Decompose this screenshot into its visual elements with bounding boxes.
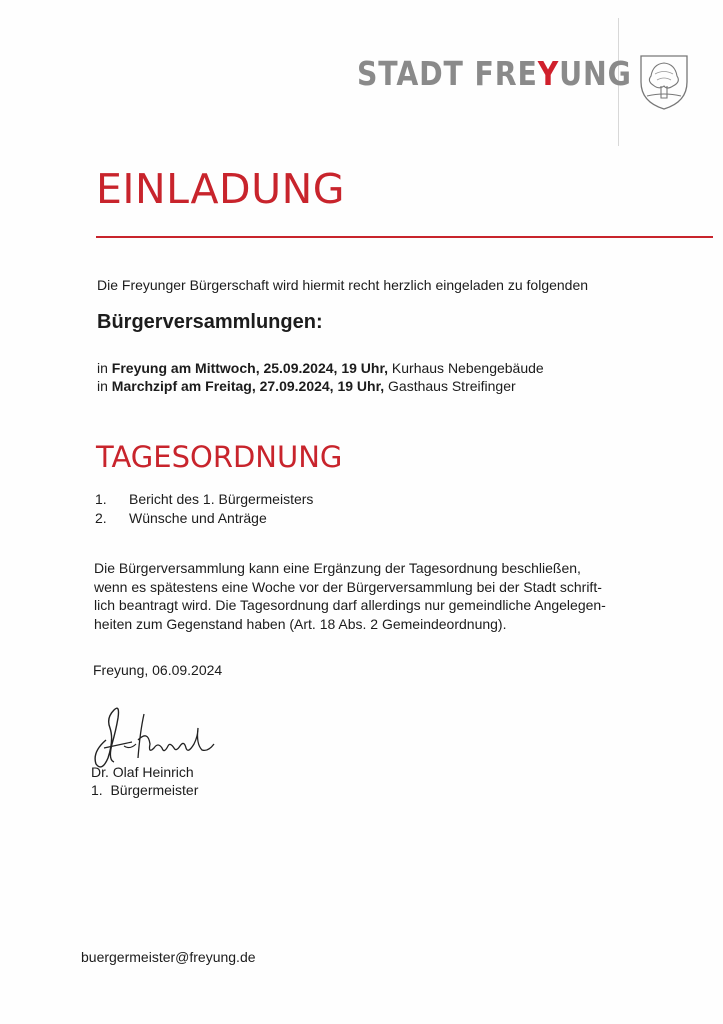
meeting-prefix: in [97, 360, 112, 376]
logo-text-accent: Y [537, 54, 560, 93]
signer-role: 1. Bürgermeister [91, 782, 199, 798]
agenda-item [95, 491, 313, 510]
agenda-item [95, 510, 313, 529]
place-date: Freyung, 06.09.2024 [93, 662, 223, 678]
handwritten-signature [84, 700, 234, 772]
agenda-list [95, 491, 313, 529]
meeting-venue: Gasthaus Streifinger [384, 378, 516, 394]
meeting-prefix: in [97, 378, 112, 394]
coat-of-arms-icon [637, 52, 691, 112]
agenda-item-text: Wünsche und Anträge [129, 510, 267, 526]
note-line: lich beantragt wird. Die Tagesordnung darf allerdings nur gemeindliche Angelegen- [94, 597, 606, 613]
note-line: heiten zum Gegenstand haben (Art. 18 Abs. 2 Gemeindeordnung). [94, 615, 507, 632]
agenda-item-number: 1. [95, 491, 107, 507]
agenda-item-number: 2. [95, 510, 107, 526]
logo-text-after: UNG [559, 54, 632, 93]
meeting-venue: Kurhaus Nebengebäude [388, 360, 544, 376]
agenda-item-text: Bericht des 1. Bürgermeisters [129, 491, 314, 507]
logo-text-before: STADT FRE [357, 54, 538, 93]
contact-email: buergermeister@freyung.de [81, 949, 256, 965]
title-divider [96, 236, 713, 238]
meeting-date-time: Marchzipf am Freitag, 27.09.2024, 19 Uhr, [111, 378, 385, 394]
document-title: EINLADUNG [96, 165, 346, 213]
note-line: Die Bürgerversammlung kann eine Ergänzung der Tagesordnung beschließen, [94, 560, 581, 576]
signer-name: Dr. Olaf Heinrich [91, 764, 194, 780]
agenda-title: TAGESORDNUNG [96, 440, 343, 474]
note-line: wenn es spätestens eine Woche vor der Bürgerversammlung bei der Stadt schrift- [94, 578, 602, 595]
agenda-note [94, 559, 639, 633]
signer-block [91, 763, 198, 799]
meeting-line [97, 378, 516, 394]
city-logo [357, 54, 632, 93]
subheading: Bürgerversammlungen: [97, 311, 323, 333]
meeting-line [97, 360, 544, 376]
meeting-date-time: Freyung am Mittwoch, 25.09.2024, 19 Uhr, [111, 360, 389, 376]
intro-text: Die Freyunger Bürgerschaft wird hiermit recht herzlich eingeladen zu folgenden [97, 277, 589, 293]
